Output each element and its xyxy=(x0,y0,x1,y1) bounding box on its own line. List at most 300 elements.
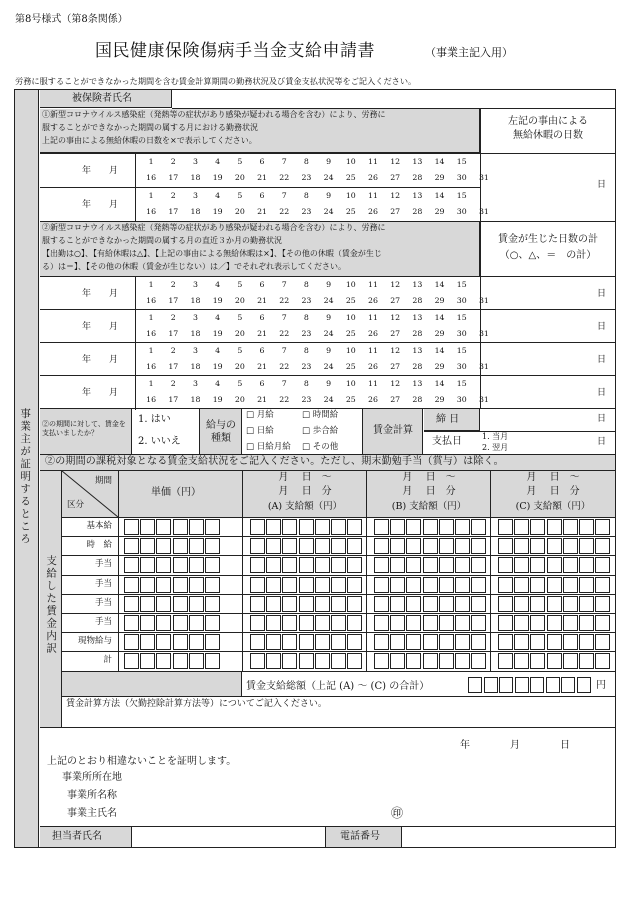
wage-digit-box[interactable] xyxy=(455,577,470,593)
calendar-day[interactable]: 18 xyxy=(190,362,201,371)
calendar-day[interactable]: 18 xyxy=(190,395,201,404)
calendar-day[interactable]: 15 xyxy=(456,280,467,289)
wage-digit-box[interactable] xyxy=(439,519,454,535)
calendar-day[interactable]: 18 xyxy=(190,207,201,216)
calendar-day[interactable]: 5 xyxy=(237,157,243,166)
calendar-day[interactable]: 24 xyxy=(323,173,334,182)
wage-digit-box[interactable] xyxy=(347,615,362,631)
wage-digit-box[interactable] xyxy=(140,557,155,573)
wage-digit-box[interactable] xyxy=(514,634,529,650)
calendar-day[interactable]: 1 xyxy=(148,157,154,166)
calendar-day[interactable]: 14 xyxy=(434,313,445,322)
wage-digit-box[interactable] xyxy=(331,596,346,612)
calendar-day[interactable]: 28 xyxy=(412,296,423,305)
wage-digit-box[interactable] xyxy=(315,596,330,612)
calendar-day[interactable]: 6 xyxy=(259,157,265,166)
wage-digit-box[interactable] xyxy=(189,615,204,631)
wage-digit-box[interactable] xyxy=(173,519,188,535)
calendar-day[interactable]: 24 xyxy=(323,329,334,338)
calendar-day[interactable]: 13 xyxy=(412,280,423,289)
calendar-day[interactable]: 11 xyxy=(368,191,378,200)
wage-digit-box[interactable] xyxy=(140,519,155,535)
wage-digit-box[interactable] xyxy=(250,615,265,631)
wage-digit-box[interactable] xyxy=(498,577,513,593)
wage-digit-box[interactable] xyxy=(498,653,513,669)
calendar-day[interactable]: 30 xyxy=(456,207,467,216)
wage-digit-box[interactable] xyxy=(347,596,362,612)
wage-digit-box[interactable] xyxy=(406,557,421,573)
calendar-year-month[interactable]: 年 月 xyxy=(82,289,119,299)
wage-digit-box[interactable] xyxy=(530,653,545,669)
wage-digit-box[interactable] xyxy=(124,557,139,573)
pay-no-option[interactable]: 2. いいえ xyxy=(138,436,181,447)
calendar-day[interactable]: 12 xyxy=(390,157,401,166)
calendar-day[interactable]: 3 xyxy=(192,346,198,355)
calendar-day[interactable]: 22 xyxy=(279,329,290,338)
calendar-day[interactable]: 31 xyxy=(478,329,489,338)
calendar-day[interactable]: 19 xyxy=(212,329,223,338)
calendar-day[interactable]: 15 xyxy=(456,313,467,322)
calendar-day[interactable]: 12 xyxy=(390,313,401,322)
wage-digit-box[interactable] xyxy=(189,577,204,593)
wage-digit-box[interactable] xyxy=(266,596,281,612)
calendar-day[interactable]: 2 xyxy=(170,157,176,166)
calendar-day[interactable]: 31 xyxy=(478,207,489,216)
calendar-day[interactable]: 14 xyxy=(434,346,445,355)
wage-digit-box[interactable] xyxy=(189,596,204,612)
wage-digit-box[interactable] xyxy=(299,634,314,650)
wage-digit-box[interactable] xyxy=(156,653,171,669)
wage-digit-box[interactable] xyxy=(299,538,314,554)
calendar-day[interactable]: 10 xyxy=(345,280,356,289)
wage-digit-box[interactable] xyxy=(250,577,265,593)
wage-digit-box[interactable] xyxy=(205,653,220,669)
wage-digit-box[interactable] xyxy=(124,653,139,669)
wage-digit-box[interactable] xyxy=(282,538,297,554)
calendar-day[interactable]: 7 xyxy=(281,157,287,166)
wage-digit-box[interactable] xyxy=(250,557,265,573)
wage-digit-box[interactable] xyxy=(156,615,171,631)
calendar-day[interactable]: 12 xyxy=(390,191,401,200)
wage-digit-box[interactable] xyxy=(189,653,204,669)
wage-digit-box[interactable] xyxy=(579,519,594,535)
calendar-day[interactable]: 22 xyxy=(279,395,290,404)
calendar-day[interactable]: 18 xyxy=(190,329,201,338)
wage-digit-box[interactable] xyxy=(140,634,155,650)
calendar-day[interactable]: 26 xyxy=(368,173,378,182)
calendar-day[interactable]: 5 xyxy=(237,379,243,388)
calendar-day[interactable]: 31 xyxy=(478,173,489,182)
wage-digit-box[interactable] xyxy=(595,557,610,573)
wage-digit-box[interactable] xyxy=(547,538,562,554)
pay-type-daily-monthly[interactable]: □ 日給月給 xyxy=(246,442,291,452)
calendar-day[interactable]: 27 xyxy=(390,173,401,182)
calendar-day[interactable]: 2 xyxy=(170,379,176,388)
calendar-day[interactable]: 27 xyxy=(390,296,401,305)
wage-digit-box[interactable] xyxy=(530,519,545,535)
calendar-day[interactable]: 9 xyxy=(326,313,332,322)
wage-digit-box[interactable] xyxy=(347,653,362,669)
wage-digit-box[interactable] xyxy=(156,577,171,593)
wage-digit-box[interactable] xyxy=(374,538,389,554)
calendar-day[interactable]: 22 xyxy=(279,173,290,182)
wage-digit-box[interactable] xyxy=(331,577,346,593)
wage-digit-box[interactable] xyxy=(595,615,610,631)
wage-digit-box[interactable] xyxy=(530,577,545,593)
calendar-day[interactable]: 20 xyxy=(234,362,245,371)
calendar-day[interactable]: 5 xyxy=(237,346,243,355)
calendar-day[interactable]: 4 xyxy=(215,191,221,200)
calendar-day[interactable]: 19 xyxy=(212,173,223,182)
calendar-day[interactable]: 29 xyxy=(434,395,445,404)
wage-digit-box[interactable] xyxy=(315,538,330,554)
wage-digit-box[interactable] xyxy=(514,577,529,593)
calendar-day[interactable]: 21 xyxy=(257,395,267,404)
wage-digit-box[interactable] xyxy=(374,634,389,650)
total-digit-box[interactable] xyxy=(561,677,575,693)
wage-digit-box[interactable] xyxy=(471,519,486,535)
total-digit-box[interactable] xyxy=(515,677,529,693)
wage-digit-box[interactable] xyxy=(595,519,610,535)
calendar-day[interactable]: 23 xyxy=(301,329,312,338)
calendar-day[interactable]: 25 xyxy=(345,207,356,216)
wage-digit-box[interactable] xyxy=(563,519,578,535)
calendar-day[interactable]: 18 xyxy=(190,173,201,182)
total-digit-box[interactable] xyxy=(546,677,560,693)
calendar-day[interactable]: 28 xyxy=(412,173,423,182)
wage-digit-box[interactable] xyxy=(347,577,362,593)
calendar-day[interactable]: 17 xyxy=(168,207,179,216)
calendar-day[interactable]: 4 xyxy=(215,313,221,322)
wage-digit-box[interactable] xyxy=(547,596,562,612)
wage-digit-box[interactable] xyxy=(455,653,470,669)
wage-digit-box[interactable] xyxy=(563,538,578,554)
calendar-day[interactable]: 26 xyxy=(368,395,378,404)
calendar-day[interactable]: 28 xyxy=(412,207,423,216)
wage-digit-box[interactable] xyxy=(173,596,188,612)
wage-digit-box[interactable] xyxy=(423,519,438,535)
calendar-day[interactable]: 8 xyxy=(303,346,309,355)
wage-digit-box[interactable] xyxy=(471,538,486,554)
wage-digit-box[interactable] xyxy=(390,653,405,669)
wage-digit-box[interactable] xyxy=(140,653,155,669)
calendar-day[interactable]: 4 xyxy=(215,157,221,166)
wage-digit-box[interactable] xyxy=(514,557,529,573)
calendar-day[interactable]: 13 xyxy=(412,379,423,388)
calendar-day[interactable]: 9 xyxy=(326,280,332,289)
calendar-day[interactable]: 16 xyxy=(146,362,157,371)
wage-digit-box[interactable] xyxy=(282,634,297,650)
wage-digit-box[interactable] xyxy=(563,577,578,593)
calendar-day[interactable]: 13 xyxy=(412,313,423,322)
wage-digit-box[interactable] xyxy=(514,519,529,535)
calendar-day[interactable]: 30 xyxy=(456,173,467,182)
wage-digit-box[interactable] xyxy=(579,634,594,650)
wage-digit-box[interactable] xyxy=(266,615,281,631)
wage-digit-box[interactable] xyxy=(498,615,513,631)
wage-digit-box[interactable] xyxy=(406,615,421,631)
wage-digit-box[interactable] xyxy=(547,557,562,573)
calendar-day[interactable]: 2 xyxy=(170,191,176,200)
calendar-day[interactable]: 2 xyxy=(170,313,176,322)
wage-digit-box[interactable] xyxy=(471,634,486,650)
wage-digit-box[interactable] xyxy=(406,519,421,535)
wage-digit-box[interactable] xyxy=(315,519,330,535)
wage-digit-box[interactable] xyxy=(439,653,454,669)
total-digit-box[interactable] xyxy=(577,677,591,693)
wage-digit-box[interactable] xyxy=(250,538,265,554)
calendar-day[interactable]: 29 xyxy=(434,362,445,371)
wage-digit-box[interactable] xyxy=(140,538,155,554)
wage-digit-box[interactable] xyxy=(423,557,438,573)
wage-digit-box[interactable] xyxy=(390,596,405,612)
wage-digit-box[interactable] xyxy=(347,557,362,573)
wage-digit-box[interactable] xyxy=(250,596,265,612)
calendar-day[interactable]: 24 xyxy=(323,207,334,216)
calendar-day[interactable]: 23 xyxy=(301,207,312,216)
calendar-day[interactable]: 3 xyxy=(192,313,198,322)
calendar-day[interactable]: 16 xyxy=(146,207,157,216)
wage-digit-box[interactable] xyxy=(563,615,578,631)
calendar-day[interactable]: 10 xyxy=(345,313,356,322)
wage-digit-box[interactable] xyxy=(299,653,314,669)
wage-digit-box[interactable] xyxy=(471,577,486,593)
calendar-day[interactable]: 13 xyxy=(412,157,423,166)
wage-digit-box[interactable] xyxy=(530,634,545,650)
calendar-day[interactable]: 23 xyxy=(301,173,312,182)
wage-digit-box[interactable] xyxy=(173,557,188,573)
wage-digit-box[interactable] xyxy=(315,615,330,631)
wage-digit-box[interactable] xyxy=(250,634,265,650)
calendar-day[interactable]: 12 xyxy=(390,280,401,289)
calendar-day[interactable]: 4 xyxy=(215,346,221,355)
wage-digit-box[interactable] xyxy=(124,634,139,650)
wage-digit-box[interactable] xyxy=(266,519,281,535)
calendar-day[interactable]: 17 xyxy=(168,173,179,182)
calendar-day[interactable]: 27 xyxy=(390,362,401,371)
wage-digit-box[interactable] xyxy=(124,519,139,535)
pay-yes-option[interactable]: 1. はい xyxy=(138,414,171,425)
wage-digit-box[interactable] xyxy=(189,634,204,650)
calendar-day[interactable]: 24 xyxy=(323,362,334,371)
calendar-day[interactable]: 29 xyxy=(434,296,445,305)
wage-digit-box[interactable] xyxy=(266,653,281,669)
calendar-day[interactable]: 19 xyxy=(212,207,223,216)
wage-digit-box[interactable] xyxy=(406,577,421,593)
total-digit-box[interactable] xyxy=(530,677,544,693)
wage-digit-box[interactable] xyxy=(423,634,438,650)
wage-digit-box[interactable] xyxy=(423,596,438,612)
wage-digit-box[interactable] xyxy=(579,557,594,573)
calendar-day[interactable]: 22 xyxy=(279,362,290,371)
wage-digit-box[interactable] xyxy=(266,538,281,554)
wage-digit-box[interactable] xyxy=(299,596,314,612)
wage-digit-box[interactable] xyxy=(173,538,188,554)
calendar-day[interactable]: 4 xyxy=(215,379,221,388)
wage-digit-box[interactable] xyxy=(455,596,470,612)
calendar-day[interactable]: 10 xyxy=(345,379,356,388)
wage-digit-box[interactable] xyxy=(124,615,139,631)
pay-type-hourly[interactable]: □ 時間給 xyxy=(302,410,339,420)
calendar-day[interactable]: 8 xyxy=(303,379,309,388)
wage-digit-box[interactable] xyxy=(406,596,421,612)
calendar-day[interactable]: 22 xyxy=(279,207,290,216)
calendar-day[interactable]: 19 xyxy=(212,362,223,371)
wage-digit-box[interactable] xyxy=(514,538,529,554)
calendar-day[interactable]: 28 xyxy=(412,362,423,371)
wage-digit-box[interactable] xyxy=(205,615,220,631)
wage-digit-box[interactable] xyxy=(595,596,610,612)
wage-digit-box[interactable] xyxy=(266,634,281,650)
wage-digit-box[interactable] xyxy=(299,519,314,535)
calendar-day[interactable]: 5 xyxy=(237,191,243,200)
calendar-day[interactable]: 6 xyxy=(259,191,265,200)
calendar-day[interactable]: 20 xyxy=(234,207,245,216)
calendar-day[interactable]: 21 xyxy=(257,362,267,371)
wage-digit-box[interactable] xyxy=(514,653,529,669)
wage-digit-box[interactable] xyxy=(347,519,362,535)
calendar-day[interactable]: 11 xyxy=(368,346,378,355)
pay-type-other[interactable]: □ その他 xyxy=(302,442,339,452)
wage-digit-box[interactable] xyxy=(140,596,155,612)
calendar-year-month[interactable]: 年 月 xyxy=(82,355,119,365)
wage-digit-box[interactable] xyxy=(315,577,330,593)
wage-digit-box[interactable] xyxy=(205,634,220,650)
calendar-day[interactable]: 25 xyxy=(345,329,356,338)
insured-name-input[interactable] xyxy=(173,91,613,107)
wage-digit-box[interactable] xyxy=(374,615,389,631)
calendar-day[interactable]: 12 xyxy=(390,346,401,355)
wage-digit-box[interactable] xyxy=(205,577,220,593)
calendar-day[interactable]: 18 xyxy=(190,296,201,305)
wage-digit-box[interactable] xyxy=(530,596,545,612)
calendar-day[interactable]: 14 xyxy=(434,191,445,200)
calendar-day[interactable]: 9 xyxy=(326,346,332,355)
wage-digit-box[interactable] xyxy=(471,653,486,669)
calendar-day[interactable]: 15 xyxy=(456,379,467,388)
calendar-day[interactable]: 8 xyxy=(303,157,309,166)
calendar-day[interactable]: 21 xyxy=(257,173,267,182)
wage-digit-box[interactable] xyxy=(595,538,610,554)
calendar-day[interactable]: 25 xyxy=(345,173,356,182)
wage-digit-box[interactable] xyxy=(406,634,421,650)
wage-digit-box[interactable] xyxy=(390,557,405,573)
calendar-day[interactable]: 26 xyxy=(368,362,378,371)
wage-digit-box[interactable] xyxy=(173,615,188,631)
calendar-day[interactable]: 10 xyxy=(345,346,356,355)
calendar-day[interactable]: 27 xyxy=(390,329,401,338)
calendar-day[interactable]: 7 xyxy=(281,280,287,289)
calendar-day[interactable]: 20 xyxy=(234,296,245,305)
calendar-day[interactable]: 1 xyxy=(148,280,154,289)
wage-digit-box[interactable] xyxy=(250,519,265,535)
calendar-day[interactable]: 23 xyxy=(301,296,312,305)
calendar-day[interactable]: 20 xyxy=(234,395,245,404)
wage-digit-box[interactable] xyxy=(282,653,297,669)
calendar-day[interactable]: 23 xyxy=(301,395,312,404)
calendar-day[interactable]: 20 xyxy=(234,329,245,338)
calendar-day[interactable]: 30 xyxy=(456,296,467,305)
wage-digit-box[interactable] xyxy=(579,596,594,612)
calendar-day[interactable]: 23 xyxy=(301,362,312,371)
calendar-day[interactable]: 22 xyxy=(279,296,290,305)
calendar-day[interactable]: 3 xyxy=(192,157,198,166)
calendar-day[interactable]: 15 xyxy=(456,157,467,166)
wage-digit-box[interactable] xyxy=(595,577,610,593)
wage-digit-box[interactable] xyxy=(514,615,529,631)
calendar-day[interactable]: 11 xyxy=(368,379,378,388)
wage-digit-box[interactable] xyxy=(124,538,139,554)
calendar-day[interactable]: 9 xyxy=(326,157,332,166)
wage-digit-box[interactable] xyxy=(547,634,562,650)
wage-digit-box[interactable] xyxy=(282,519,297,535)
wage-digit-box[interactable] xyxy=(299,577,314,593)
calendar-day[interactable]: 14 xyxy=(434,157,445,166)
wage-digit-box[interactable] xyxy=(579,538,594,554)
wage-digit-box[interactable] xyxy=(530,557,545,573)
wage-digit-box[interactable] xyxy=(390,615,405,631)
wage-digit-box[interactable] xyxy=(406,653,421,669)
calendar-day[interactable]: 3 xyxy=(192,379,198,388)
calendar-day[interactable]: 29 xyxy=(434,173,445,182)
wage-digit-box[interactable] xyxy=(140,615,155,631)
calendar-day[interactable]: 16 xyxy=(146,173,157,182)
calendar-day[interactable]: 17 xyxy=(168,395,179,404)
calendar-day[interactable]: 5 xyxy=(237,313,243,322)
wage-digit-box[interactable] xyxy=(498,557,513,573)
wage-digit-box[interactable] xyxy=(563,596,578,612)
wage-digit-box[interactable] xyxy=(455,557,470,573)
calendar-day[interactable]: 19 xyxy=(212,296,223,305)
calendar-day[interactable]: 21 xyxy=(257,329,267,338)
calendar-year-month[interactable]: 年 月 xyxy=(82,322,119,332)
wage-digit-box[interactable] xyxy=(282,557,297,573)
total-digit-box[interactable] xyxy=(468,677,482,693)
wage-digit-box[interactable] xyxy=(390,538,405,554)
calendar-day[interactable]: 2 xyxy=(170,346,176,355)
wage-digit-box[interactable] xyxy=(189,519,204,535)
calendar-day[interactable]: 31 xyxy=(478,362,489,371)
wage-digit-box[interactable] xyxy=(189,538,204,554)
wage-digit-box[interactable] xyxy=(547,653,562,669)
wage-digit-box[interactable] xyxy=(547,577,562,593)
wage-digit-box[interactable] xyxy=(423,577,438,593)
wage-digit-box[interactable] xyxy=(471,596,486,612)
calendar-day[interactable]: 13 xyxy=(412,346,423,355)
wage-digit-box[interactable] xyxy=(579,653,594,669)
wage-digit-box[interactable] xyxy=(439,596,454,612)
calendar-day[interactable]: 17 xyxy=(168,362,179,371)
wage-digit-box[interactable] xyxy=(156,596,171,612)
calendar-day[interactable]: 14 xyxy=(434,280,445,289)
calendar-day[interactable]: 28 xyxy=(412,329,423,338)
wage-digit-box[interactable] xyxy=(455,538,470,554)
calendar-year-month[interactable]: 年 月 xyxy=(82,200,119,210)
wage-digit-box[interactable] xyxy=(299,557,314,573)
wage-digit-box[interactable] xyxy=(124,577,139,593)
wage-digit-box[interactable] xyxy=(374,596,389,612)
total-digit-box[interactable] xyxy=(484,677,498,693)
wage-digit-box[interactable] xyxy=(423,538,438,554)
calendar-day[interactable]: 11 xyxy=(368,280,378,289)
pay-type-commission[interactable]: □ 歩合給 xyxy=(302,426,339,436)
calendar-day[interactable]: 1 xyxy=(148,346,154,355)
total-digit-box[interactable] xyxy=(499,677,513,693)
calendar-day[interactable]: 5 xyxy=(237,280,243,289)
calendar-day[interactable]: 31 xyxy=(478,395,489,404)
wage-digit-box[interactable] xyxy=(315,634,330,650)
wage-digit-box[interactable] xyxy=(331,634,346,650)
